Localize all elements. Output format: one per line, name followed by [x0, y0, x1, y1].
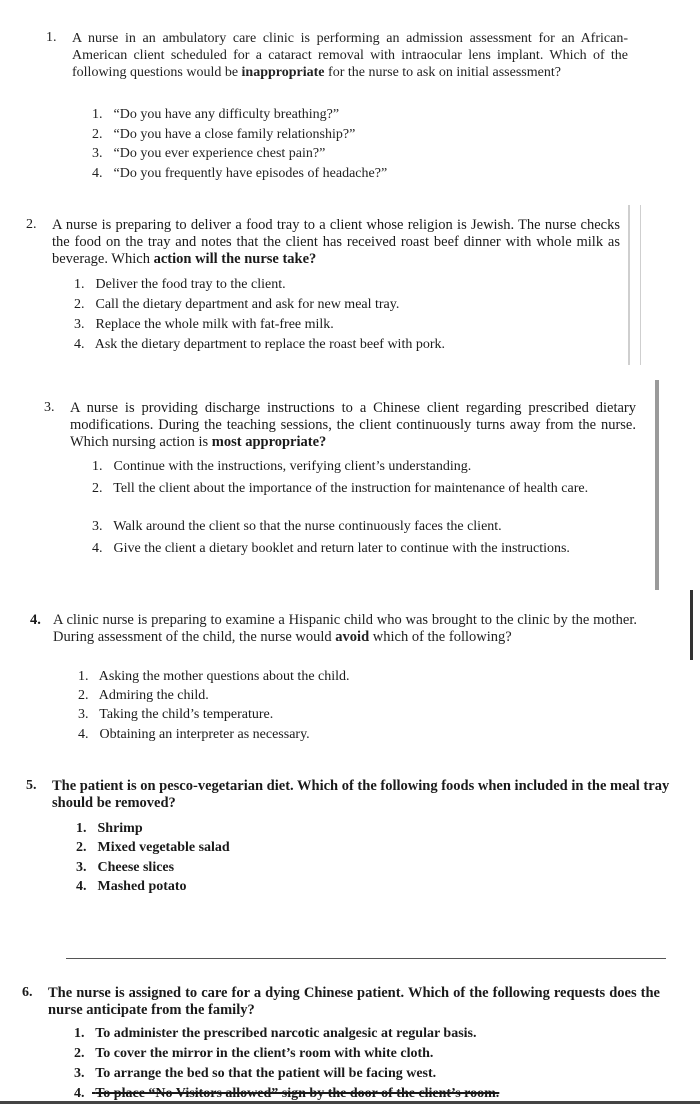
- option-3: 3. Walk around the client so that the nurse continuously faces the client.: [92, 519, 502, 534]
- option-2: 2. Call the dietary department and ask for new meal tray.: [74, 297, 400, 312]
- question-stem: A nurse in an ambulatory care clinic is performing an admission assessment for an African-American client scheduled for a cataract removal with intraocular lens implant. Which of the following questions would be inappropriate for the nurse to ask on initial assessment?: [72, 31, 628, 80]
- question-stem: A nurse is preparing to deliver a food tray to a client whose religion is Jewish. The nurse checks the food on the tray and notes that the client has received roast beef dinner with whole milk as beverage. Which action will the nurse take?: [52, 217, 620, 267]
- option-2: 2. Tell the client about the importance of the instruction for maintenance of health care.: [92, 481, 589, 496]
- option-1: 1. Shrimp: [76, 821, 143, 836]
- option-2: 2. “Do you have a close family relationship?”: [92, 127, 356, 142]
- question-stem: A nurse is providing discharge instructions to a Chinese client regarding prescribed dietary modifications. During the teaching sessions, the client continuously turns away from the nurse. Which nursing action is most appropriate?: [70, 400, 636, 450]
- question-stem: The patient is on pesco-vegetarian diet. Which of the following foods when included in the meal tray should be removed?: [52, 778, 670, 811]
- option-1: 1. Asking the mother questions about the child.: [78, 669, 350, 684]
- question-number: 4.: [30, 612, 41, 628]
- option-2: 2. Mixed vegetable salad: [76, 840, 230, 855]
- option-4: 4. Mashed potato: [76, 879, 187, 894]
- option-1: 1. Continue with the instructions, verifying client’s understanding.: [92, 459, 472, 474]
- option-3: 3. Taking the child’s temperature.: [78, 707, 274, 722]
- option-4: 4. Ask the dietary department to replace the roast beef with pork.: [74, 337, 445, 352]
- bottom-edge: [0, 1101, 700, 1104]
- option-1: 1. To administer the prescribed narcotic analgesic at regular basis.: [74, 1026, 477, 1041]
- option-3: 3. To arrange the bed so that the patient will be facing west.: [74, 1066, 437, 1081]
- option-4: 4. Obtaining an interpreter as necessary.: [78, 727, 310, 742]
- question-stem: A clinic nurse is preparing to examine a Hispanic child who was brought to the clinic by the mother. During assessment of the child, the nurse would avoid which of the following?: [53, 612, 637, 645]
- option-3: 3. “Do you ever experience chest pain?”: [92, 146, 326, 161]
- question-stem: The nurse is assigned to care for a dying Chinese patient. Which of the following requests does the nurse anticipate from the family?: [48, 985, 660, 1018]
- question-number: 2.: [26, 217, 37, 232]
- option-1: 1. Deliver the food tray to the client.: [74, 277, 286, 292]
- option-2: 2. Admiring the child.: [78, 688, 209, 703]
- question-number: 6.: [22, 985, 33, 1000]
- scan-edge-line: [655, 380, 659, 590]
- option-3: 3. Replace the whole milk with fat-free milk.: [74, 317, 334, 332]
- divider: [66, 958, 666, 959]
- option-4: 4. To place “No Visitors allowed” sign by the door of the client’s room.: [74, 1086, 500, 1101]
- option-3: 3. Cheese slices: [76, 860, 175, 875]
- scan-edge-line: [690, 590, 693, 660]
- option-2: 2. To cover the mirror in the client’s room with white cloth.: [74, 1046, 434, 1061]
- scan-edge-line: [640, 205, 641, 365]
- option-1: 1. “Do you have any difficulty breathing?”: [92, 107, 340, 122]
- question-number: 1.: [46, 30, 57, 45]
- option-4: 4. “Do you frequently have episodes of headache?”: [92, 166, 388, 181]
- question-number: 5.: [26, 778, 37, 793]
- scan-edge-line: [628, 205, 630, 365]
- question-number: 3.: [44, 400, 55, 415]
- option-4: 4. Give the client a dietary booklet and return later to continue with the instructions.: [92, 541, 570, 556]
